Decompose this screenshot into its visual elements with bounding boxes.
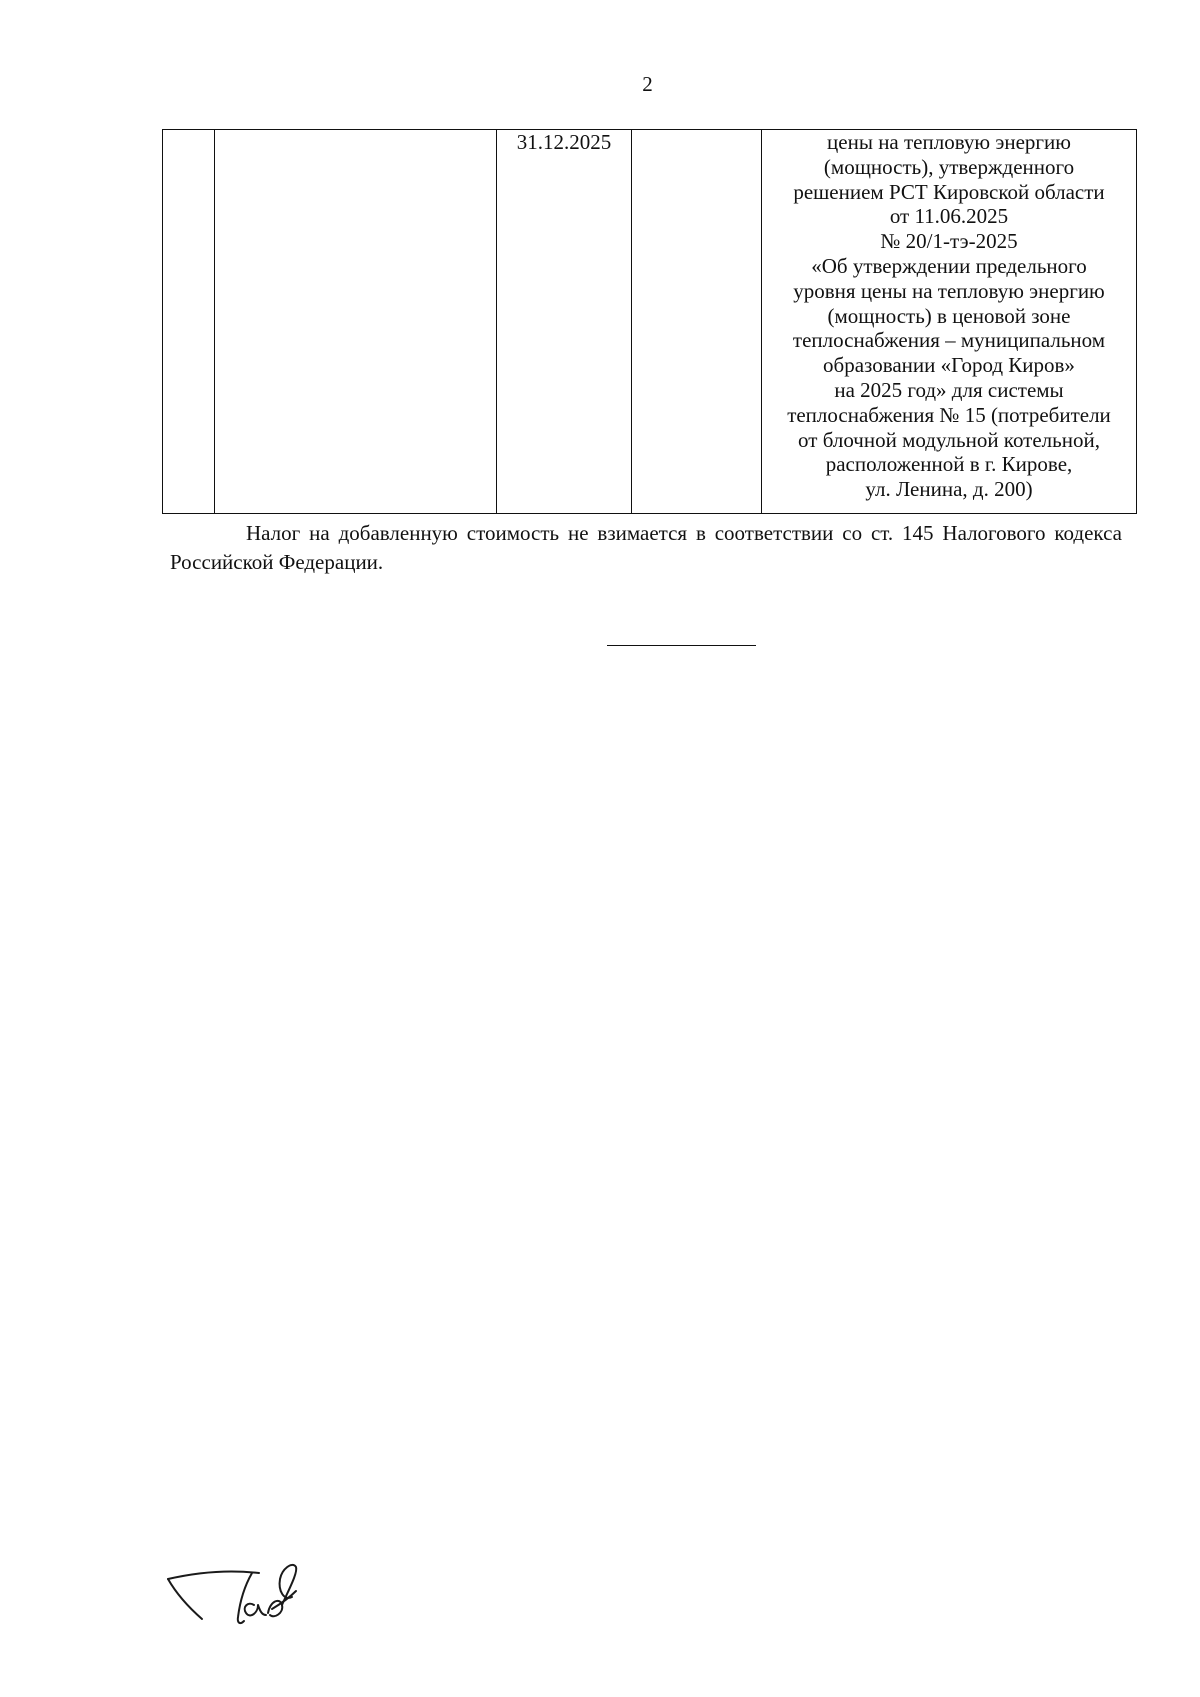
description-line: на 2025 год» для системы	[834, 377, 1064, 402]
description-line: № 20/1-тэ-2025	[880, 229, 1018, 254]
description-line: ул. Ленина, д. 200)	[865, 477, 1033, 502]
description-line: от 11.06.2025	[889, 204, 1009, 229]
signature-icon	[164, 1561, 314, 1641]
description-line: образовании «Город Киров»	[823, 353, 1075, 378]
table-cell-organization	[215, 130, 497, 514]
description-line: теплоснабжения – муниципальном	[792, 328, 1106, 353]
description-line: от блочной модульной котельной,	[798, 427, 1100, 452]
separator-line	[607, 645, 756, 646]
description-line: (мощность), утвержденного	[823, 154, 1075, 179]
tariff-table	[162, 129, 1137, 514]
description-line: (мощность) в ценовой зоне	[827, 303, 1071, 328]
description-line: «Об утверждении предельного	[811, 253, 1087, 278]
page-number: 2	[642, 72, 653, 96]
description-line: уровня цены на тепловую энергию	[793, 278, 1105, 303]
description-line: цены на тепловую энергию	[827, 130, 1071, 154]
table-cell-description	[762, 130, 1137, 514]
vat-note: Налог на добавленную стоимость не взимается в соответствии со ст. 145 Налогового кодекса Российской Федерации.	[170, 521, 1122, 574]
table-cell-date: 31.12.2025	[497, 130, 632, 514]
table-cell-number	[163, 130, 215, 514]
description-line: теплоснабжения № 15 (потребители	[787, 402, 1111, 427]
description-line: решением РСТ Кировской области	[793, 179, 1105, 204]
description-line: расположенной в г. Кирове,	[825, 452, 1073, 477]
table-cell-tariff	[632, 130, 762, 514]
table-row	[163, 130, 1137, 514]
